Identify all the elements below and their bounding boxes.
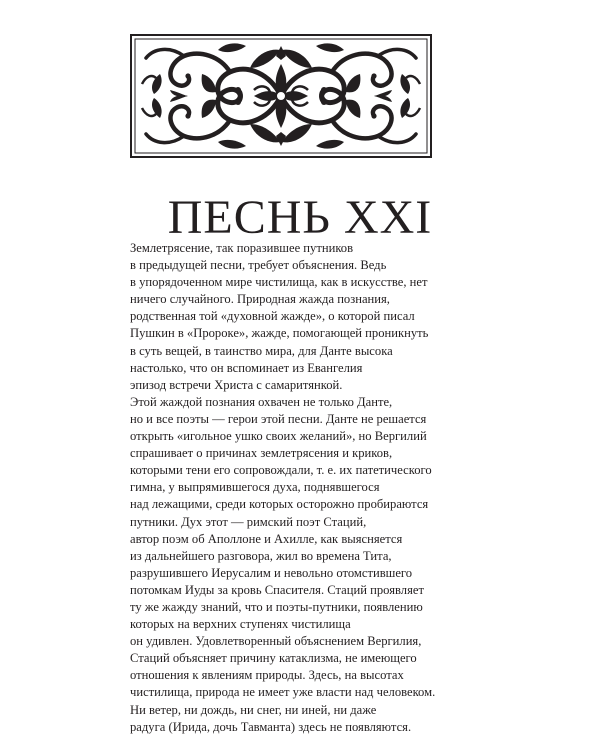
- text-line: Землетрясение, так поразившее путников: [130, 241, 354, 255]
- text-line: он удивлен. Удовлетворенный объяснением Вергилия,: [130, 634, 422, 649]
- text-line: Этой жаждой познания охвачен не только Данте,: [130, 394, 393, 409]
- text-line: потомкам Иуды за кровь Спасителя. Стаций проявляет: [130, 582, 424, 597]
- text-line: над лежащими, среди которых осторожно пробираются: [130, 497, 429, 512]
- text-line: родственная той «духовной жажде», о которой писал: [130, 309, 415, 324]
- text-line: автор поэм об Аполлоне и Ахилле, как выясняется: [130, 531, 403, 546]
- text-line: открыть «игольное ушко своих желаний», но Вергилий: [130, 429, 427, 444]
- text-line: но и все поэты — герои этой песни. Данте не решается: [130, 411, 427, 426]
- chapter-summary: [130, 240, 460, 736]
- text-line: в предыдущей песни, требует объяснения. Ведь: [130, 258, 387, 273]
- text-line: Стаций объясняет причину катаклизма, не имеющего: [130, 651, 417, 666]
- text-line: ту же жажду знаний, что и поэты-путники, появлению: [130, 599, 423, 614]
- text-line: спрашивает о причинах землетрясения и криков,: [130, 446, 393, 461]
- text-line: путники. Дух этот — римский поэт Стаций,: [130, 514, 367, 529]
- text-line: ничего случайного. Природная жажда познания,: [130, 292, 390, 307]
- chapter-title: ПЕСНЬ XXI: [167, 191, 433, 244]
- text-line: которых на верхних ступенях чистилища: [130, 617, 351, 632]
- text-line: в упорядоченном мире чистилища, как в искусстве, нет: [130, 275, 428, 290]
- text-line: которыми тени его сопровождали, т. е. их патетического: [130, 463, 432, 478]
- text-line: Ни ветер, ни дождь, ни снег, ни иней, ни даже: [130, 702, 377, 717]
- text-line: настолько, что он вспоминает из Евангелия: [130, 360, 363, 375]
- text-line: в суть вещей, в таинство мира, для Данте высока: [130, 343, 393, 358]
- text-line: из дальнейшего разговора, жил во времена Тита,: [130, 548, 392, 563]
- text-line: чистилища, природа не имеет уже власти над человеком.: [130, 685, 436, 700]
- text-line: отношения к явлениям природы. Здесь, на высотах: [130, 668, 404, 683]
- text-line: радуга (Ирида, дочь Тавманта) здесь не появляются.: [130, 719, 412, 734]
- text-line: гимна, у выпрямившегося духа, поднявшегося: [130, 480, 380, 495]
- text-line: разрушившего Иерусалим и невольно отомстившего: [130, 565, 413, 580]
- ornament-icon: [130, 34, 432, 158]
- text-line: эпизод встречи Христа с самаритянкой.: [130, 377, 343, 392]
- text-line: Пушкин в «Пророке», жажде, помогающей проникнуть: [130, 326, 429, 341]
